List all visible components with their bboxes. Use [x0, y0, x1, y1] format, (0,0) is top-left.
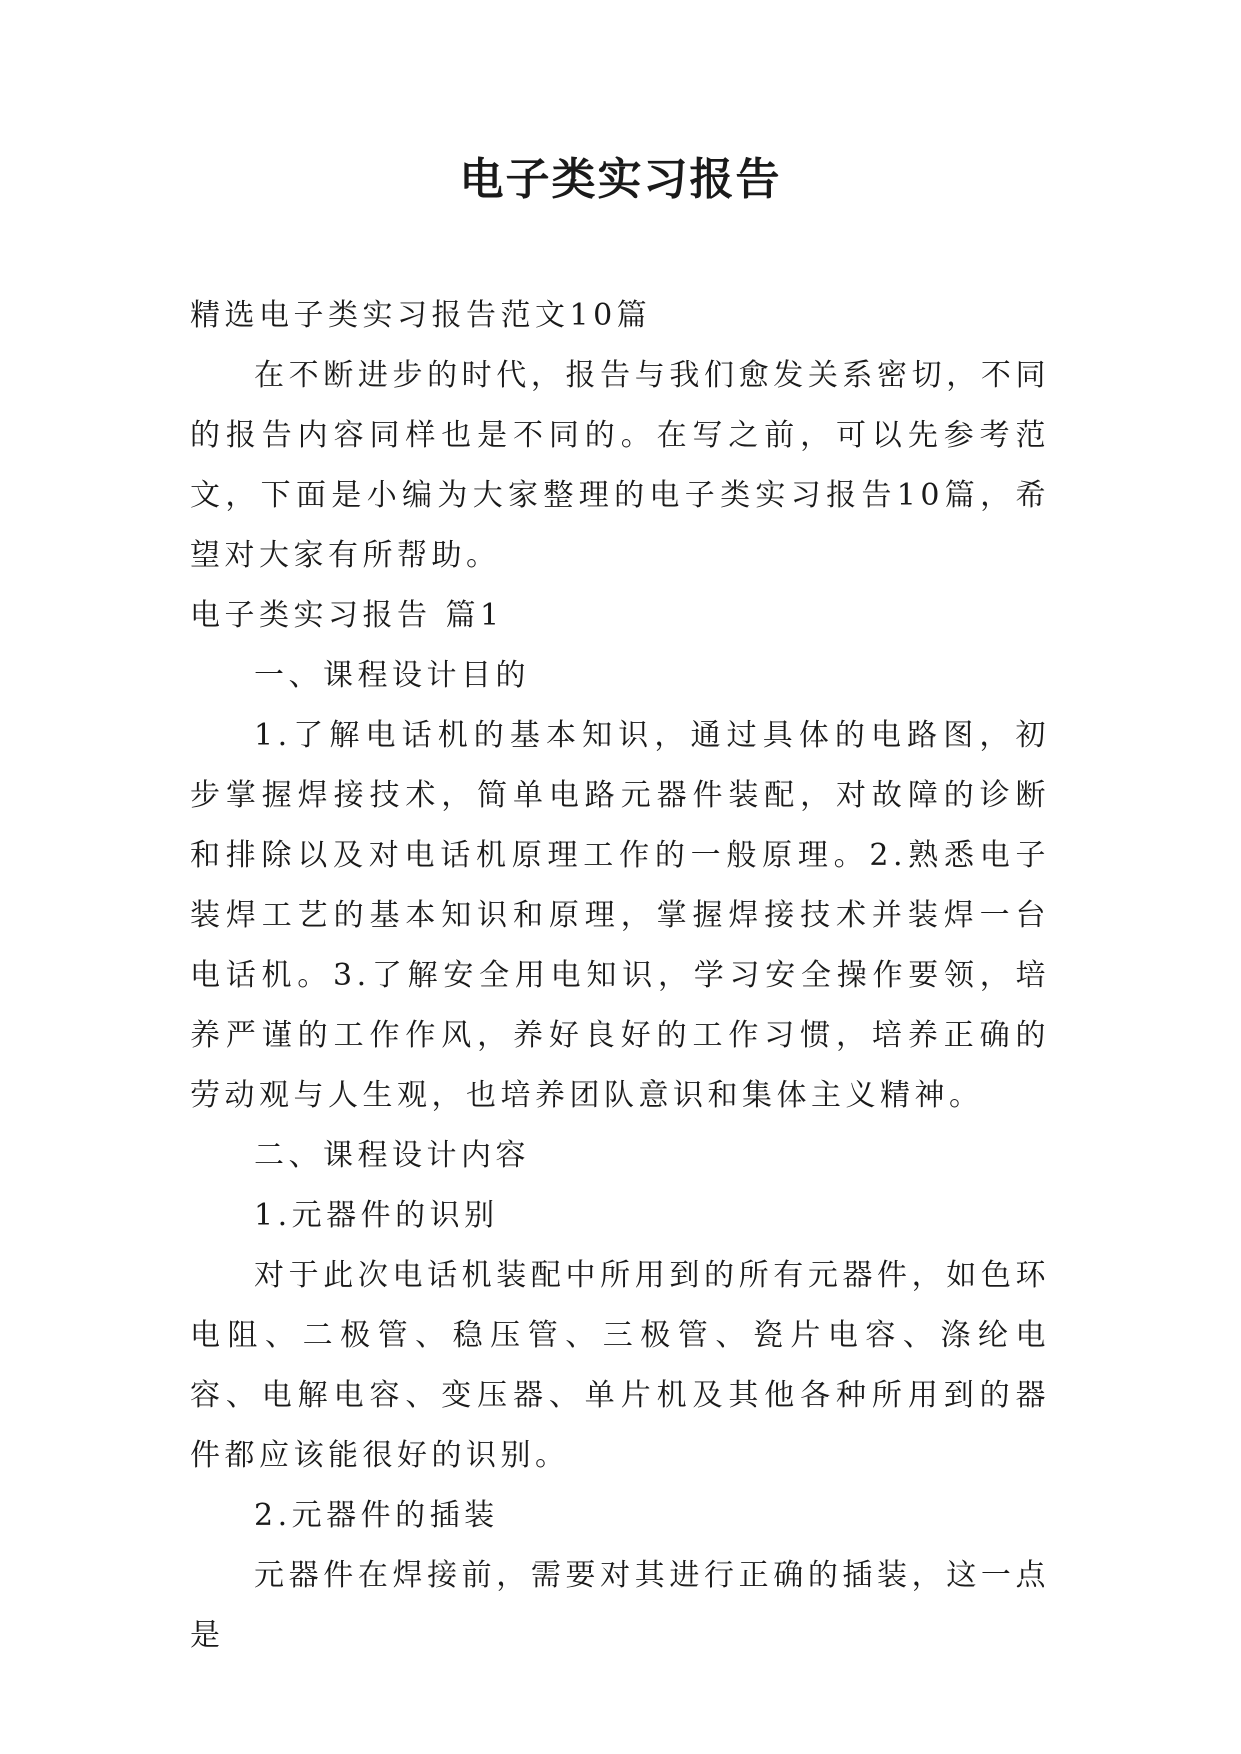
intro-line: 精选电子类实习报告范文10篇: [190, 298, 652, 333]
purpose-paragraph: 1.了解电话机的基本知识，通过具体的电路图，初步掌握焊接技术，简单电路元器件装配，对故障的诊断和排除以及对电话机原理工作的一般原理。2.熟悉电子装焊工艺的基本知识和原理，掌握焊接技术并装焊一台电话机。3.了解安全用电知识，学习安全操作要领，培养严谨的工作作风，养好良好的工作习惯，培养正确的劳动观与人生观，也培养团队意识和集体主义精神。: [190, 718, 1050, 1113]
identification-paragraph: 对于此次电话机装配中所用到的所有元器件，如色环电阻、二极管、稳压管、三极管、瓷片电容、涤纶电容、电解电容、变压器、单片机及其他各种所用到的器件都应该能很好的识别。: [190, 1258, 1050, 1473]
insertion-paragraph: 元器件在焊接前，需要对其进行正确的插装，这一点是: [190, 1558, 1050, 1653]
subheading-purpose: 一、课程设计目的: [254, 658, 530, 693]
item-heading-identification: 1.元器件的识别: [254, 1198, 499, 1233]
document-body: [190, 286, 1050, 1666]
item-heading-insertion: 2.元器件的插装: [254, 1498, 499, 1533]
section-heading: 电子类实习报告 篇1: [190, 598, 504, 633]
intro-paragraph: 在不断进步的时代，报告与我们愈发关系密切，不同的报告内容同样也是不同的。在写之前，可以先参考范文，下面是小编为大家整理的电子类实习报告10篇，希望对大家有所帮助。: [190, 358, 1050, 573]
subheading-content: 二、课程设计内容: [254, 1138, 530, 1173]
document-title: 电子类实习报告: [459, 154, 782, 205]
